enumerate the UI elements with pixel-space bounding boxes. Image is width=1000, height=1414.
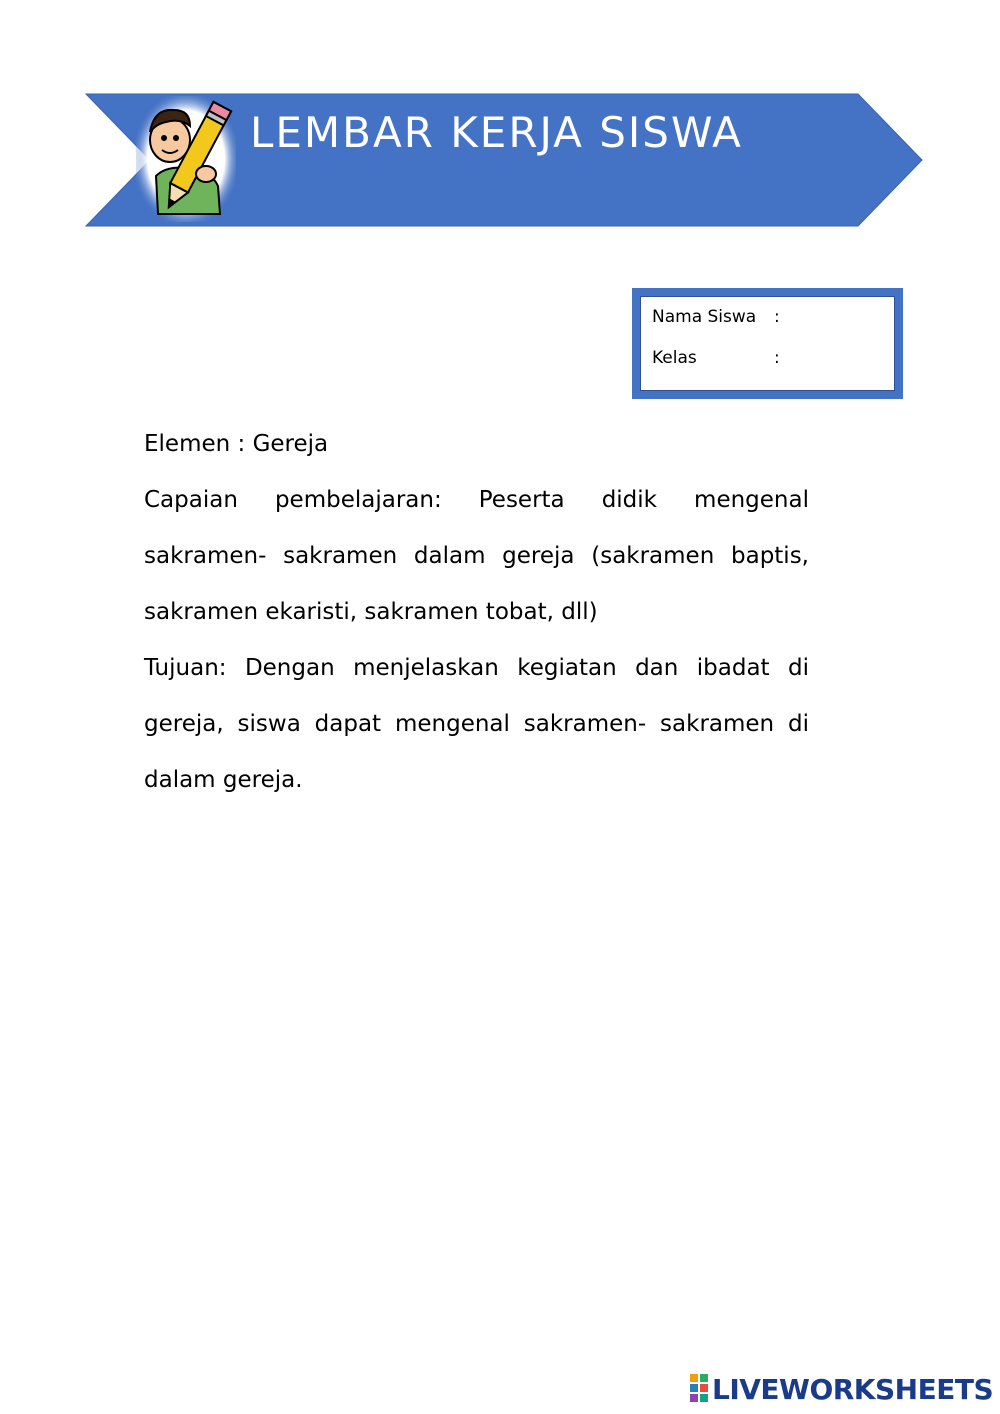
liveworksheets-logo-icon — [690, 1374, 708, 1404]
student-class-separator: : — [774, 348, 780, 368]
liveworksheets-brand: LIVEWORKSHEETS — [712, 1372, 994, 1406]
student-name-row — [652, 307, 780, 327]
student-class-row — [652, 348, 780, 368]
learning-outcome-text: Capaian pembelajaran: Peserta didik mengenal sakramen- sakramen dalam gereja (sakramen baptis, sakramen ekaristi, sakramen tobat, dll) — [144, 487, 809, 625]
student-info-panel — [640, 296, 895, 391]
liveworksheets-logo — [690, 1372, 993, 1406]
student-info-box — [632, 288, 903, 399]
element-text: Elemen : Gereja — [144, 431, 329, 457]
objective-text: Tujuan: Dengan menjelaskan kegiatan dan ibadat di gereja, siswa dapat mengenal sakramen- sakramen di dalam gereja. — [144, 655, 809, 793]
page-title: LEMBAR KERJA SISWA — [250, 108, 743, 157]
worksheet-content — [144, 416, 809, 808]
student-class-label: Kelas — [652, 348, 697, 368]
student-name-separator: : — [774, 307, 780, 327]
student-name-label: Nama Siswa — [652, 307, 757, 327]
boy-with-pencil-icon — [136, 96, 236, 222]
